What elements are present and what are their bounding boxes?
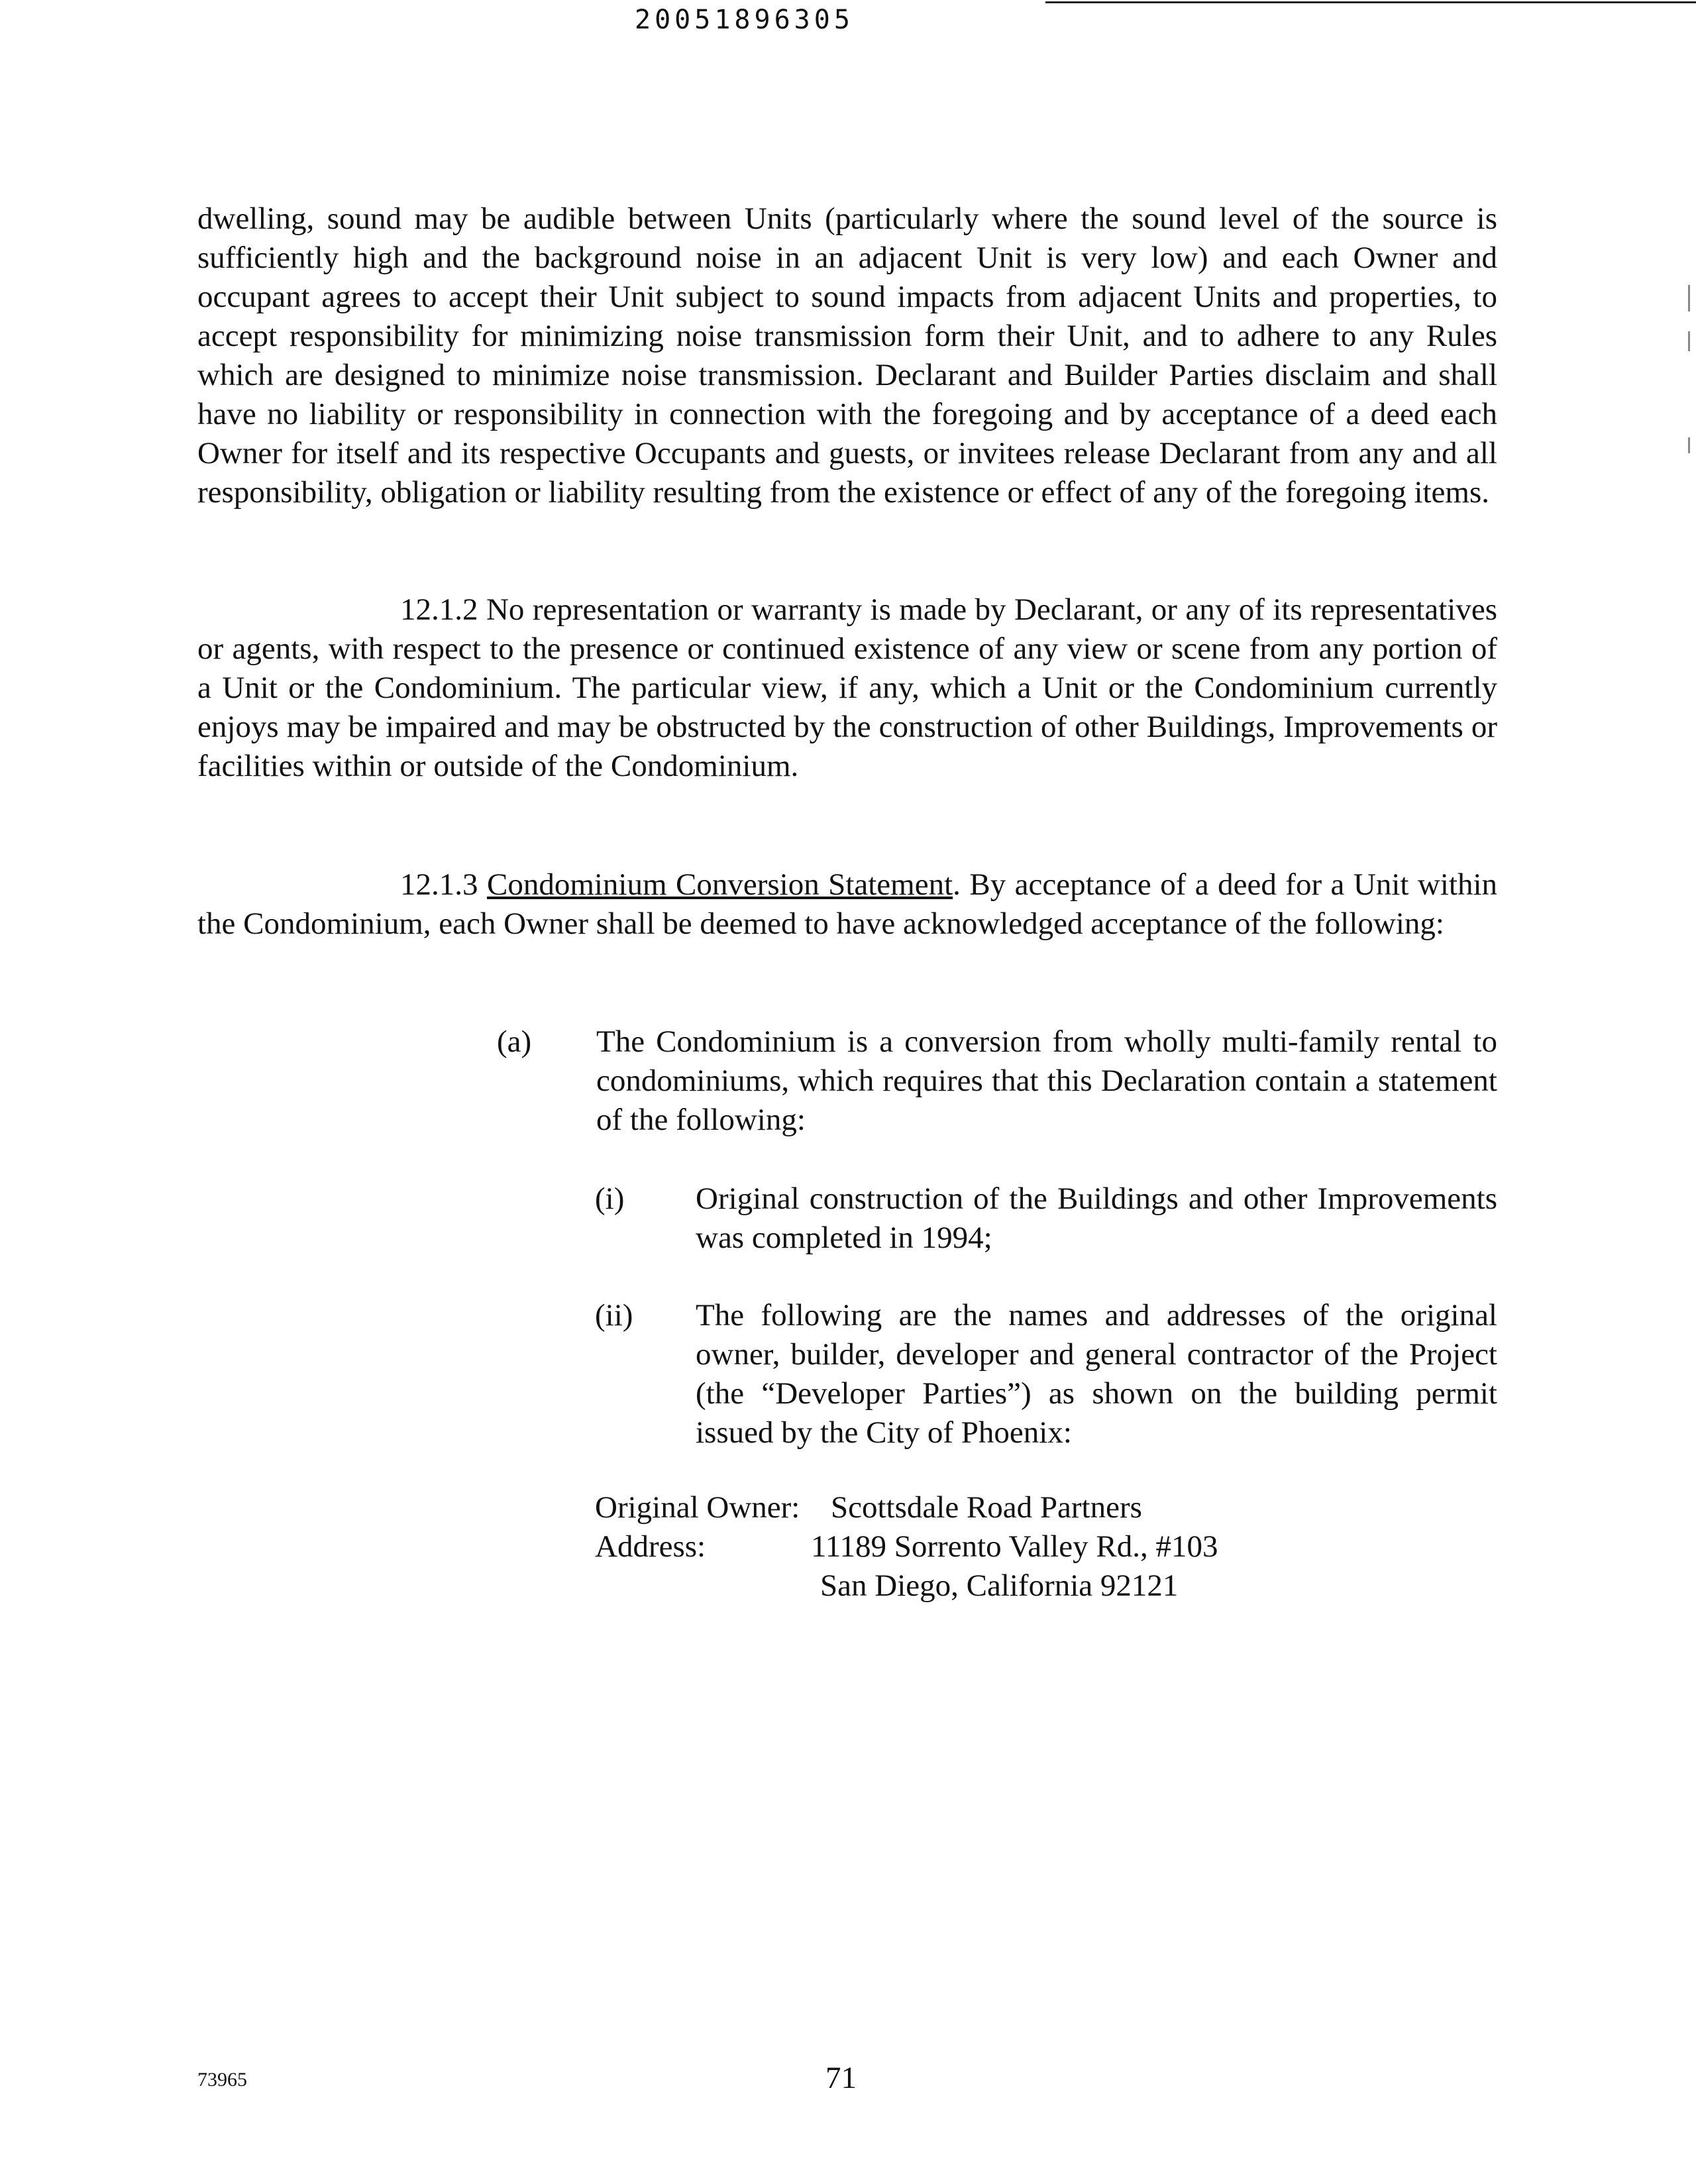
paragraph-sound: dwelling, sound may be audible between Units (particularly where the sound level of the source is sufficiently high and the background noise in an adjacent Unit is very low) and each Owner and occupant agrees to accept their Unit subject to sound impacts from adjacent Units and properties, to accept responsibility for minimizing noise transmission form their Unit, and to adhere to any Rules which are designed to minimize noise transmission. Declarant and Builder Parties disclaim and shall have no liability or responsibility in connection with the foregoing and by acceptance of a deed each Owner for itself and its respective Occupants and guests, or invitees release Declarant from any and all responsibility, obligation or liability resulting from the existence or effect of any of the foregoing items.	[197, 201, 1497, 510]
address-line-2: San Diego, California 92121	[820, 1568, 1179, 1603]
page-number: 71	[825, 2061, 857, 2095]
item-i-text: Original construction of the Buildings and other Improvements was completed in 1994;	[696, 1181, 1497, 1255]
section-heading: Condominium Conversion Statement	[486, 867, 953, 902]
margin-mark	[1688, 285, 1690, 311]
item-a-label: (a)	[497, 1024, 532, 1059]
address-label: Address:	[595, 1529, 706, 1564]
paragraph-12-1-2: 12.1.2 No representation or warranty is made by Declarant, or any of its representatives or agents, with respect to the presence or continued existence of any view or scene from any portion of a Unit or the Condominium. The particular view, if any, which a Unit or the Condominium currently enjoys may be impaired and may be obstructed by the construction of other Buildings, Improvements or facilities within or outside of the Condominium.	[197, 592, 1497, 783]
section-body: . By acceptance of a deed for a Unit within the Condominium, each Owner shall be deemed to have acknowledged acceptance of the following:	[197, 867, 1498, 941]
margin-mark	[1688, 331, 1690, 351]
top-rule	[1045, 1, 1696, 3]
document-id: 73965	[197, 2069, 247, 2091]
owner-label: Original Owner:	[595, 1490, 800, 1525]
item-ii-label: (ii)	[595, 1298, 633, 1333]
recording-number: 20051896305	[635, 5, 854, 35]
owner-value: Scottsdale Road Partners	[831, 1490, 1142, 1525]
address-line-1: 11189 Sorrento Valley Rd., #103	[811, 1529, 1218, 1564]
item-a-text: The Condominium is a conversion from wholly multi-family rental to condominiums, which requires that this Declaration contain a statement of the following:	[596, 1024, 1497, 1137]
item-i-label: (i)	[595, 1181, 625, 1216]
section-number: 12.1.3	[400, 867, 478, 902]
paragraph-12-1-3	[197, 865, 1497, 944]
item-ii-text: The following are the names and addresses of the original owner, builder, developer and general contractor of the Project (the “Developer Parties”) as shown on the building permit issued by the City of Phoenix:	[696, 1298, 1497, 1450]
margin-mark	[1688, 437, 1690, 453]
